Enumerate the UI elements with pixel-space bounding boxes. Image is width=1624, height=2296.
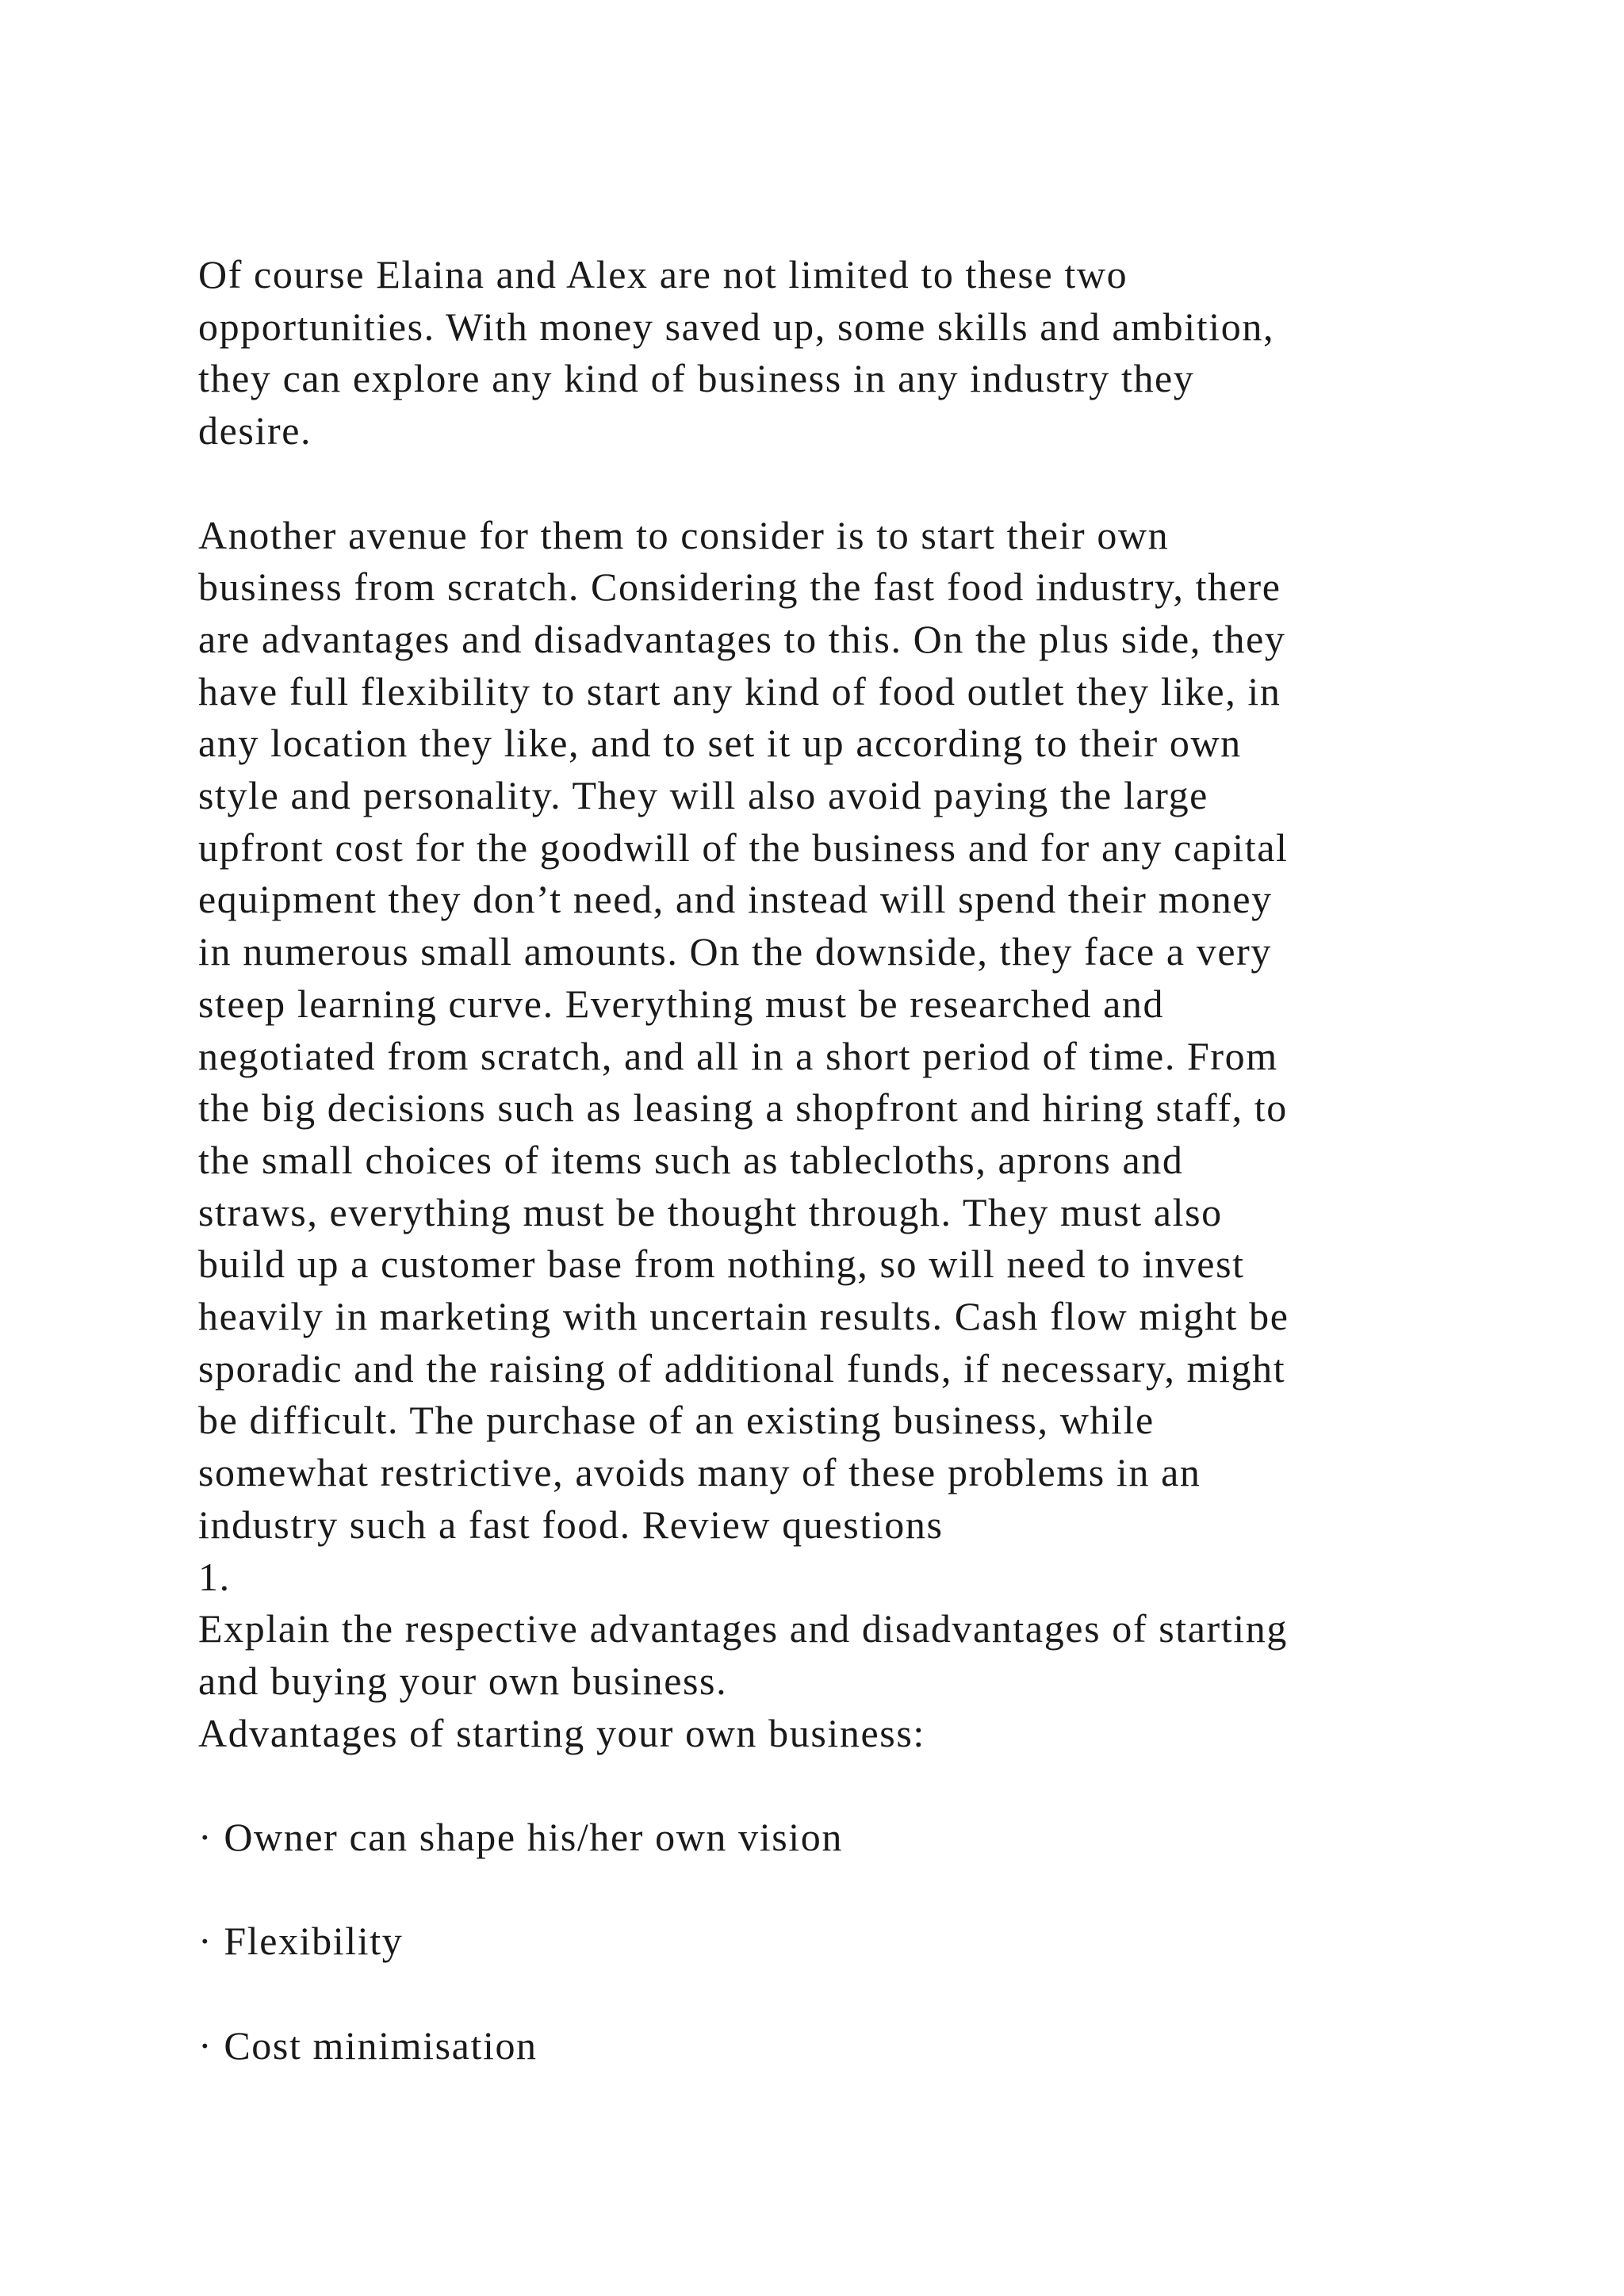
text-line: in numerous small amounts. On the downside, they face a very bbox=[198, 929, 1273, 974]
text-line: be difficult. The purchase of an existing business, while bbox=[198, 1398, 1155, 1443]
advantages-heading: Advantages of starting your own business: bbox=[198, 1710, 925, 1755]
review-question bbox=[198, 1603, 1435, 1707]
paragraph-gap bbox=[198, 1759, 1435, 1812]
text-line: are advantages and disadvantages to this. On the plus side, they bbox=[198, 616, 1286, 661]
text-line: negotiated from scratch, and all in a short period of time. From bbox=[198, 1033, 1278, 1078]
text-line: Explain the respective advantages and disadvantages of starting bbox=[198, 1606, 1288, 1651]
bullet-item: · Owner can shape his/her own vision bbox=[198, 1815, 843, 1860]
text-line: somewhat restrictive, avoids many of these problems in an bbox=[198, 1450, 1201, 1495]
text-line: Of course Elaina and Alex are not limited to these two bbox=[198, 252, 1128, 297]
text-line: straws, everything must be thought through. They must also bbox=[198, 1189, 1223, 1234]
text-line: sporadic and the raising of additional funds, if necessary, might bbox=[198, 1345, 1286, 1391]
text-line: the small choices of items such as tablecloths, aprons and bbox=[198, 1137, 1184, 1182]
paragraph-starting-from-scratch bbox=[198, 510, 1435, 1552]
text-line: opportunities. With money saved up, some skills and ambition, bbox=[198, 304, 1275, 349]
text-line: heavily in marketing with uncertain results. Cash flow might be bbox=[198, 1294, 1289, 1339]
text-line: Another avenue for them to consider is to start their own bbox=[198, 512, 1170, 557]
text-line: have full flexibility to start any kind of food outlet they like, in bbox=[198, 668, 1281, 714]
text-line: steep learning curve. Everything must be researched and bbox=[198, 981, 1165, 1026]
paragraph-gap bbox=[198, 1968, 1435, 2020]
text-line: industry such a fast food. Review questions bbox=[198, 1502, 944, 1547]
bullet-item: · Cost minimisation bbox=[198, 2022, 538, 2068]
text-line: style and personality. They will also avoid paying the large bbox=[198, 773, 1208, 818]
question-number: 1. bbox=[198, 1554, 231, 1599]
text-line: upfront cost for the goodwill of the business and for any capital bbox=[198, 825, 1289, 870]
text-line: equipment they don’t need, and instead will spend their money bbox=[198, 877, 1273, 922]
paragraph-gap bbox=[198, 457, 1435, 510]
text-line: the big decisions such as leasing a shopfront and hiring staff, to bbox=[198, 1085, 1288, 1131]
text-line: and buying your own business. bbox=[198, 1658, 728, 1703]
text-line: business from scratch. Considering the fast food industry, there bbox=[198, 564, 1281, 610]
document-body bbox=[198, 249, 1435, 2072]
paragraph-opportunities bbox=[198, 249, 1435, 457]
text-line: any location they like, and to set it up according to their own bbox=[198, 721, 1242, 766]
text-line: desire. bbox=[198, 408, 312, 453]
text-line: build up a customer base from nothing, so will need to invest bbox=[198, 1242, 1245, 1287]
bullet-item: · Flexibility bbox=[198, 1919, 404, 1964]
paragraph-gap bbox=[198, 1864, 1435, 1916]
text-line: they can explore any kind of business in any industry they bbox=[198, 356, 1195, 401]
